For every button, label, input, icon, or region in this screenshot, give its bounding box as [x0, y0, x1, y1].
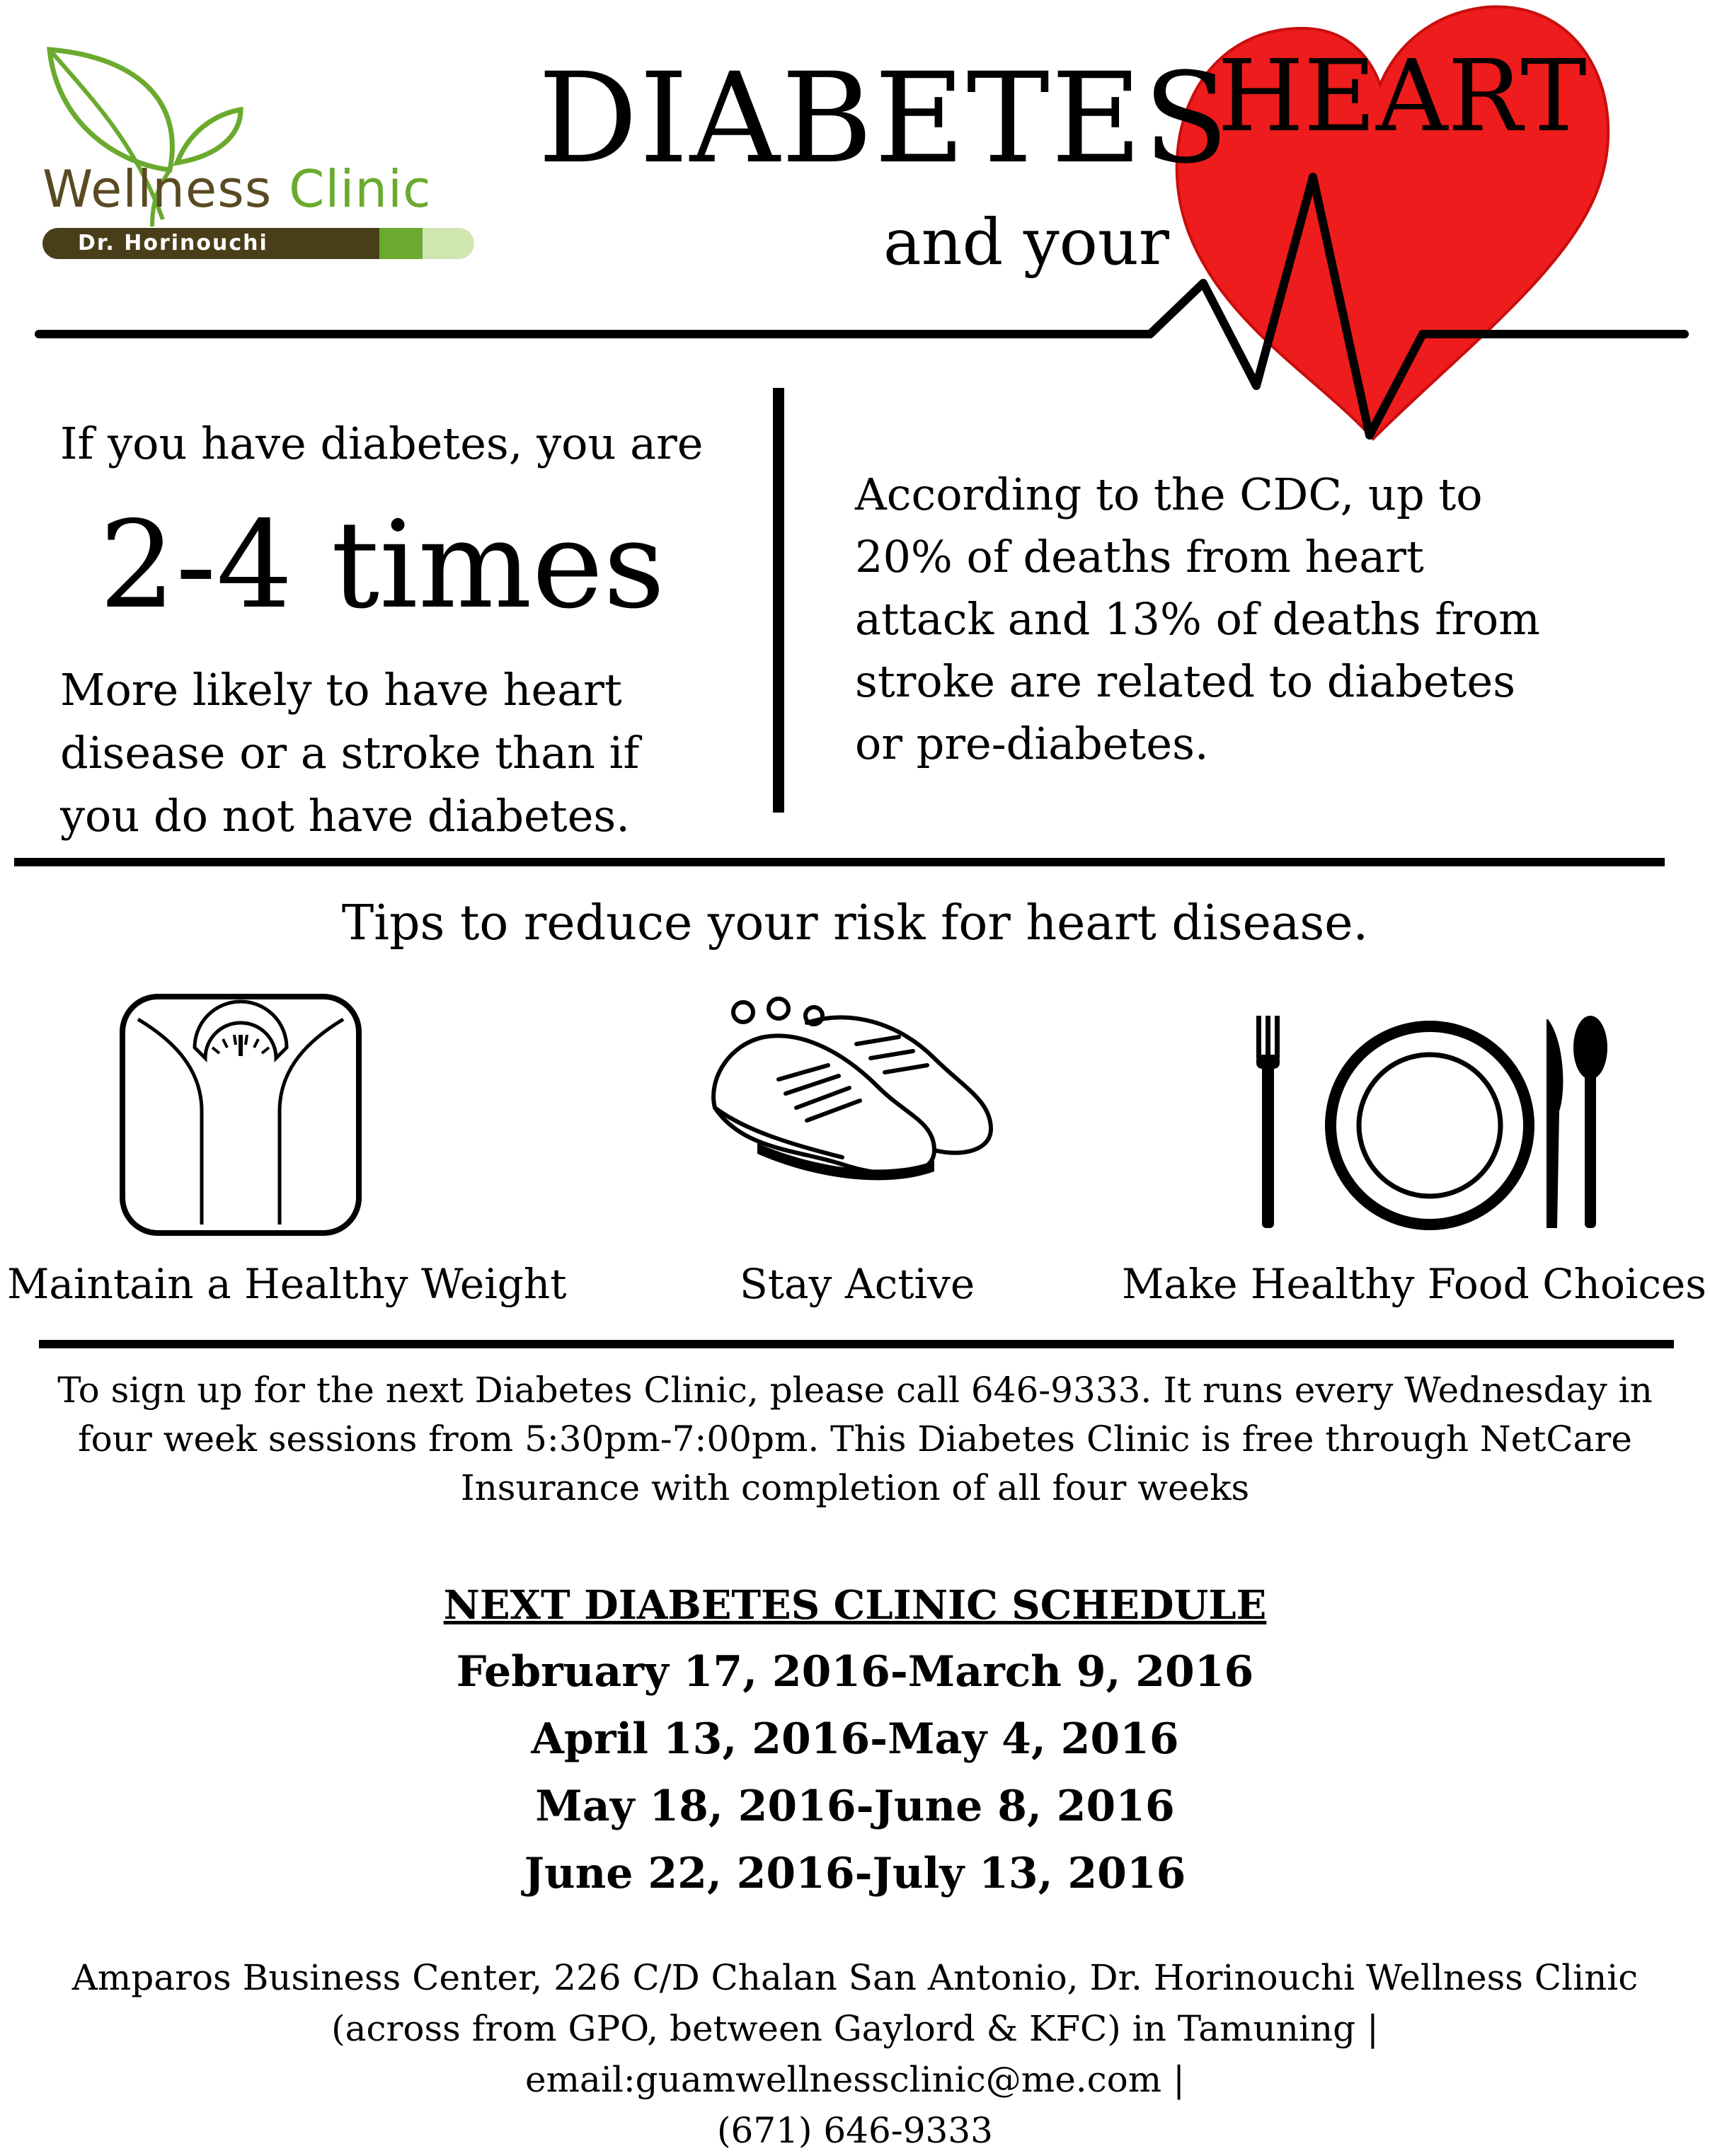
risk-multiplier: 2-4 times	[99, 495, 665, 636]
sneakers-icon	[701, 994, 998, 1207]
tips-title: Tips to reduce your risk for heart disease.	[341, 895, 1369, 951]
schedule-title: NEXT DIABETES CLINIC SCHEDULE	[443, 1582, 1267, 1629]
risk-intro-text: If you have diabetes, you are	[60, 418, 704, 469]
tip-label-food: Make Healthy Food Choices	[1122, 1260, 1707, 1308]
bathroom-scale-icon	[117, 991, 365, 1239]
footer-phone: (671) 646-9333	[717, 2110, 993, 2151]
column-divider	[773, 388, 784, 813]
tip-label-active: Stay Active	[740, 1260, 975, 1308]
plate-fork-knife-spoon-icon	[1242, 1012, 1610, 1232]
schedule-session: June 22, 2016-July 13, 2016	[524, 1849, 1186, 1898]
schedule-session: May 18, 2016-June 8, 2016	[535, 1782, 1175, 1831]
footer-address: Amparos Business Center, 226 C/D Chalan San Antonio, Dr. Horinouchi Wellness Clinic (across from GPO, between Gaylord & KFC) in Tamuning | email:guamwellnessclinic@me.com |	[71, 1957, 1639, 2100]
section-divider	[14, 858, 1665, 866]
title-and-your: and your	[883, 205, 1169, 280]
schedule-session: February 17, 2016-March 9, 2016	[456, 1647, 1254, 1697]
title-heart: HEART	[1217, 39, 1587, 154]
signup-instructions: To sign up for the next Diabetes Clinic, please call 646-9333. It runs every Wednesday in four week sessions from 5:30pm-7:00pm. This Diabetes Clinic is free through NetCare Insurance with completion of all four weeks	[57, 1370, 1653, 1508]
logo-doctor-name: Dr. Horinouchi	[78, 231, 268, 256]
section-divider	[39, 1340, 1674, 1348]
cdc-statistic-text: According to the CDC, up to 20% of deaths from heart attack and 13% of deaths from stroke are related to diabetes or pre-diabetes.	[855, 469, 1540, 769]
title-diabetes: DIABETES	[538, 46, 1230, 191]
footer-contact	[14, 1952, 1696, 2156]
logo-wordmark: Wellness Clinic	[42, 159, 432, 219]
schedule-session: April 13, 2016-May 4, 2016	[531, 1714, 1179, 1764]
tip-label-weight: Maintain a Healthy Weight	[7, 1260, 567, 1308]
risk-body-text: More likely to have heart disease or a stroke than if you do not have diabetes.	[60, 664, 640, 842]
